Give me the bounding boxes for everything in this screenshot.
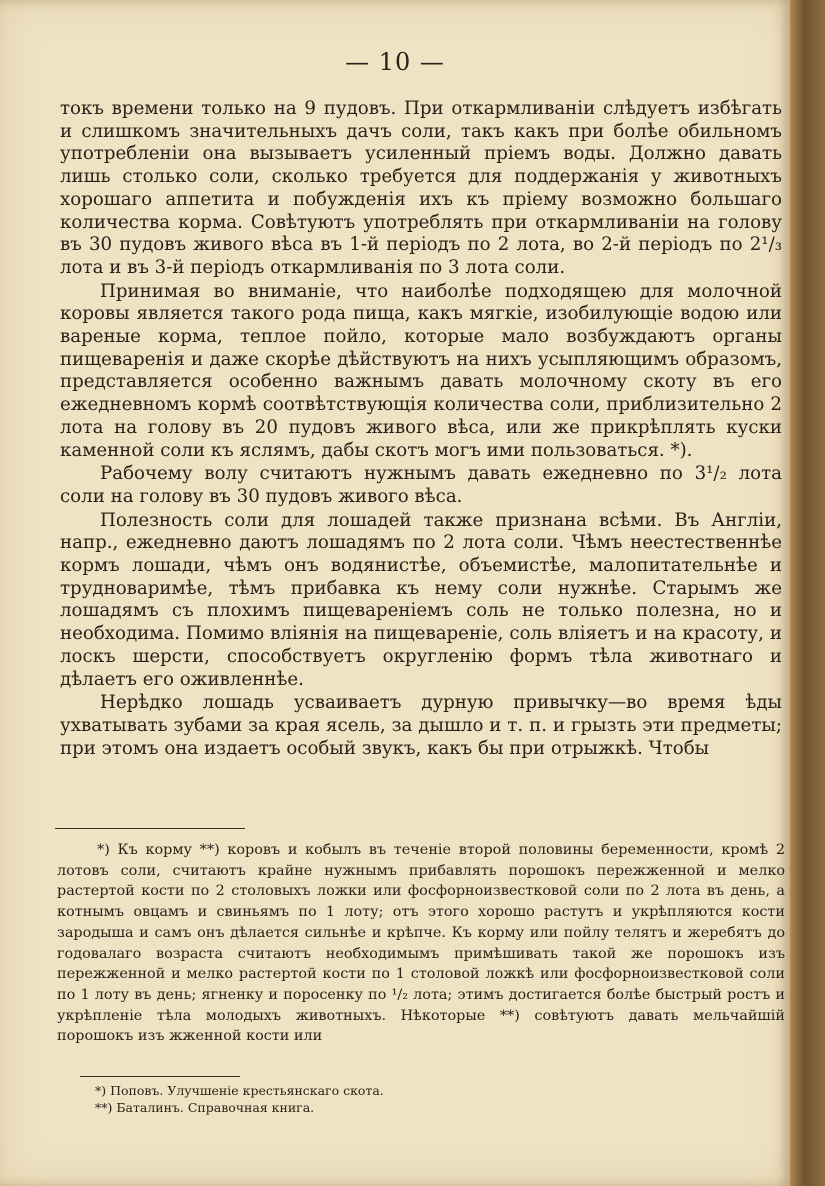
paragraph: Нерѣдко лошадь усваиваетъ дурную привычку—во время ѣды ухватывать зубами за края ясель, за дышло и т. п. и грызть эти предметы; при этомъ она издаетъ особый звукъ, какъ бы при отрыжкѣ. Чтобы (60, 692, 782, 759)
paragraph: Принимая во вниманіе, что наиболѣе подходящею для молочной коровы является такого рода пища, какъ мягкіе, изобилующіе водою или вареные корма, теплое пойло, которые мало возбуждаютъ органы пищеваренія и даже скорѣе дѣйствуютъ на нихъ усыпляющимъ образомъ, представляется особенно важнымъ давать молочному скоту въ его ежедневномъ кормѣ соотвѣтствующія количества соли, приблизительно 2 лота на голову въ 20 пудовъ живого вѣса, или же прикрѣплять куски каменной соли къ яслямъ, дабы скотъ могъ ими пользоваться. *). (60, 280, 782, 461)
footnote-divider (55, 828, 245, 829)
main-text (60, 98, 782, 760)
reference-item: *) Поповъ. Улучшеніе крестьянскаго скота. (95, 1083, 384, 1098)
paragraph: Рабочему волу считаютъ нужнымъ давать ежедневно по 3¹/₂ лота соли на голову въ 30 пудовъ живого вѣса. (60, 463, 782, 507)
footnote (57, 840, 785, 1047)
references-divider (80, 1076, 240, 1077)
reference-item: **) Баталинъ. Справочная книга. (95, 1100, 315, 1115)
paragraph: Полезность соли для лошадей также признана всѣми. Въ Англіи, напр., ежедневно даютъ лошадямъ по 2 лота соли. Чѣмъ неестественнѣе кормъ лошади, чѣмъ онъ водянистѣе, объемистѣе, малопитательнѣе и трудноваримѣе, тѣмъ прибавка къ нему соли нужнѣе. Старымъ же лошадямъ съ плохимъ пищевареніемъ соль не только полезна, но и необходима. Помимо вліянія на пищевареніе, соль вліяетъ и на красоту, и лоскъ шерсти, способствуетъ округленію формъ тѣла животнаго и дѣлаетъ его оживленнѣе. (60, 509, 782, 690)
page-number: — 10 — (345, 48, 445, 76)
book-edge (790, 0, 825, 1186)
paragraph: токъ времени только на 9 пудовъ. При откармливаніи слѣдуетъ избѣгать и слишкомъ значительныхъ дачъ соли, такъ какъ при болѣе обильномъ употребленіи она вызываетъ усиленный пріемъ воды. Должно давать лишь столько соли, сколько требуется для поддержанія у животныхъ хорошаго аппетита и побужденія ихъ къ пріему возможно большаго количества корма. Совѣтуютъ употреблять при откармливаніи на голову въ 30 пудовъ живого вѣса въ 1-й періодъ по 2 лота, во 2-й періодъ по 2¹/₃ лота и въ 3-й періодъ откармливанія по 3 лота соли. (60, 98, 782, 278)
references (95, 1082, 695, 1116)
footnote-text: *) Къ корму **) коровъ и кобылъ въ теченіе второй половины беременности, кромѣ 2 лотовъ соли, считаютъ крайне нужнымъ прибавлять порошокъ пережженной и мелко растертой кости по 2 столовыхъ ложки или фосфорноизвестковой соли по 2 лота въ день, а котнымъ овцамъ и свиньямъ по 1 лоту; отъ этого хорошо растутъ и укрѣпляются кости зародыша и самъ онъ дѣлается сильнѣе и крѣпче. Къ корму или пойлу телятъ и жеребятъ до годовалаго возраста считаютъ необходимымъ примѣшивать такой же порошокъ изъ пережженной и мелко растертой кости по 1 столовой ложкѣ или фосфорноизвестковой соли по 1 лоту въ день; ягненку и поросенку по ¹/₂ лота; этимъ достигается болѣе быстрый ростъ и укрѣпленіе тѣла молодыхъ животныхъ. Нѣкоторые **) совѣтуютъ давать мельчайшій порошокъ изъ жженной кости или (57, 842, 785, 1045)
